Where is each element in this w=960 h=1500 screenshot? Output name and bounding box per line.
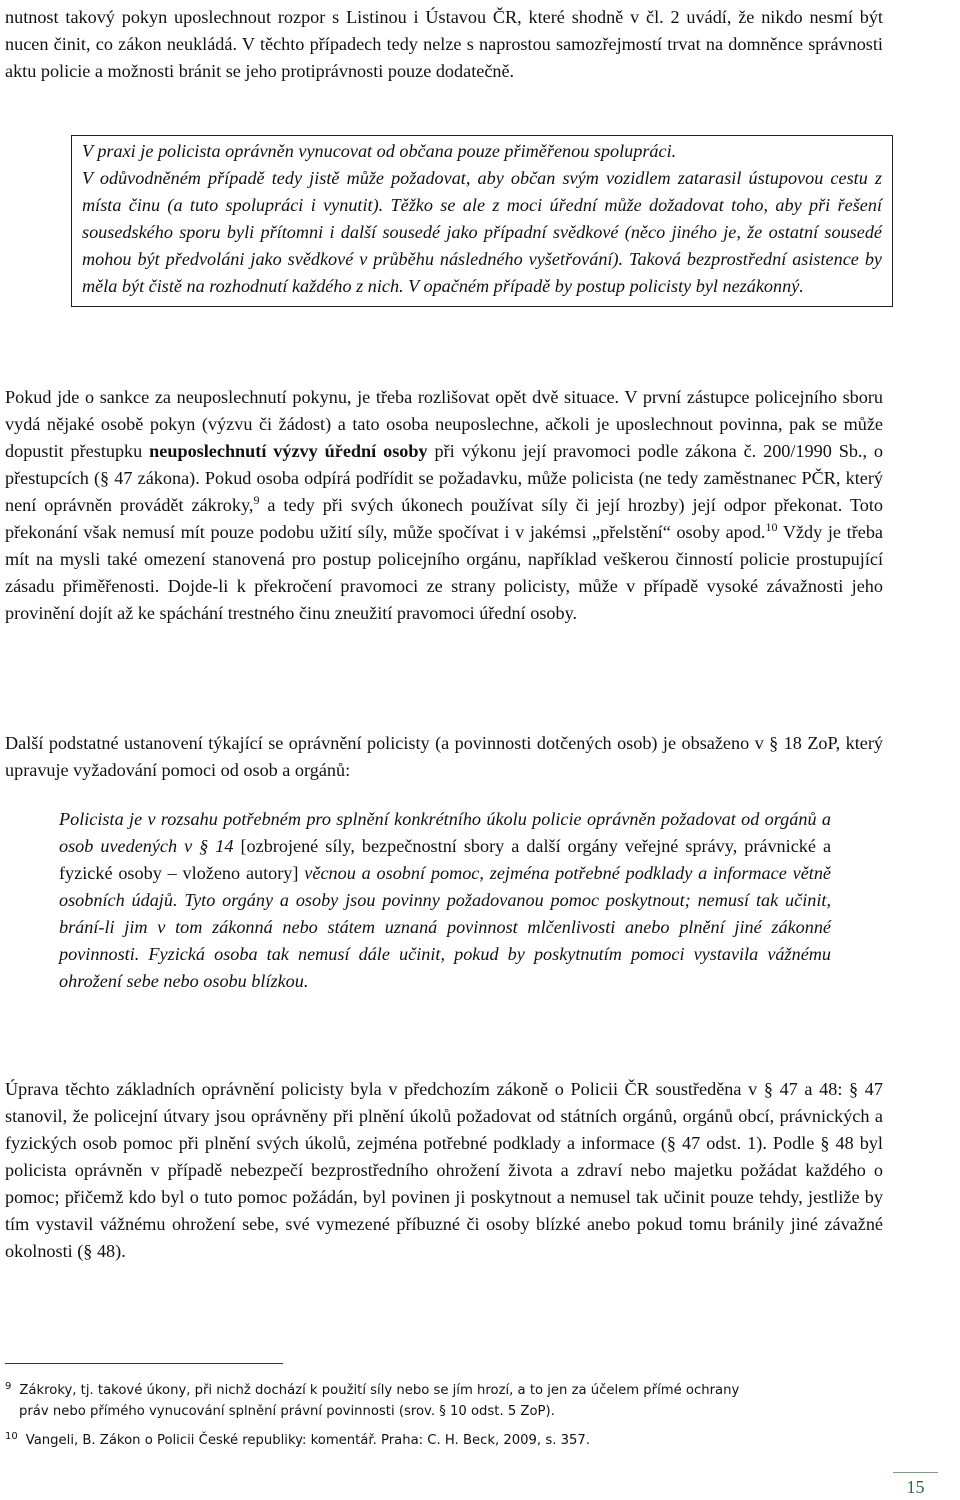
footnote-9-line2: práv nebo přímého vynucování splnění právní povinnosti (srov. § 10 odst. 5 ZoP). bbox=[19, 1404, 555, 1419]
quote-text-a: Policista je v rozsahu potřebném pro splnění konkrétního úkolu policie oprávněn požadovat od orgánů a osob uvedených v § 14 bbox=[59, 809, 831, 856]
footnote-9-number: 9 bbox=[5, 1381, 12, 1392]
paragraph-section-18: Další podstatné ustanovení týkající se oprávnění policisty (a povinnosti dotčených osob) je obsaženo v § 18 ZoP, který upravuje vyžadování pomoci od osob a orgánů: bbox=[5, 733, 883, 780]
footnote-divider bbox=[5, 1363, 283, 1364]
sanctions-text-a: Pokud jde o sankce za neuposlechnutí pokynu, je třeba rozlišovat opět dvě situace. V první zástupce policejního sboru vydá nějaké osobě pokyn (výzvu či žádost) a tato osoba neuposlechne, ačkoli je uposlechnout povinna, pak se může dopustit přestupku bbox=[5, 387, 883, 461]
footnote-9 bbox=[5, 1376, 885, 1422]
footnote-ref-10[interactable]: 10 bbox=[765, 520, 778, 534]
quote-text-c: věcnou a osobní pomoc, zejména potřebné podklady a informace větně osobních údajů. Tyto orgány a osoby jsou povinny požadovanou pomoc poskytnout; nemusí tak učinit, brání-li jim v tom zákonná nebo státem uznaná povinnost mlčenlivosti anebo plnění jiné zákonné povinnosti. Fyzická osoba tak nemusí dále učinit, pokud by poskytnutím pomoci vystavila vážnému ohrožení sebe nebo osobu blízkou. bbox=[59, 863, 831, 991]
quote-inserted-note: [ozbrojené síly, bezpečnostní sbory a další orgány veřejné správy, právnické a fyzické osoby – vloženo autory] bbox=[59, 836, 832, 883]
paragraph-intro: nutnost takový pokyn uposlechnout rozpor s Listinou i Ústavou ČR, které shodně v čl. 2 uvádí, že nikdo nesmí být nucen činit, co zákon neukládá. V těchto případech tedy nelze s naprostou samozřejmostí trvat na domněnce správnosti aktu policie a možnosti bránit se jeho protiprávnosti pouze dodatečně. bbox=[5, 7, 883, 81]
paragraph-previous-law: Úprava těchto základních oprávnění policisty byla v předchozím zákoně o Policii ČR soustředěna v § 47 a 48: § 47 stanovil, že policejní útvary jsou oprávněny při plnění úkolů požadovat od státních orgánů, orgánů obcí, právnických a fyzických osob pomoc při plnění svých úkolů, zejména potřebné podklady a informace (§ 47 odst. 1). Podle § 48 byl policista oprávněn v případě nebezpečí bezprostředního ohrožení života a zdraví nebo majetku požádat každého o pomoc; přičemž kdo byl o tuto pomoc požádán, byl povinen ji poskytnout a nemusel tak učinit pouze tehdy, jestliže by tím vystavil vážnému ohrožení sebe, své vymezené příbuzné či osoby blízké anebo pokud tomu bránily jiné závažné okolnosti (§ 48). bbox=[5, 1079, 883, 1261]
sanctions-text-b: při výkonu její pravomoci podle zákona č. 200/1990 Sb., o přestupcích (§ 47 zákona). Pokud osoba odpírá podřídit se požadavku, může policista (ne tedy zaměstnanec PČR, který není oprávněn provádět zákroky, bbox=[5, 441, 884, 515]
footnote-ref-9[interactable]: 9 bbox=[253, 493, 260, 507]
legal-quote bbox=[59, 806, 831, 995]
sanctions-text-c: a tedy při svých úkonech používat síly či její hrozby) její odpor překonat. Toto překonání však nemusí mít pouze podobu užití síly, může spočívat i v jakémsi „přelstění“ osoby apod. bbox=[5, 495, 884, 542]
footnote-9-line1: Zákroky, tj. takové úkony, při nichž dochází k použití síly nebo se jím hrozí, a to jen za účelem přímé ochrany bbox=[19, 1383, 740, 1398]
paragraph-sanctions bbox=[5, 384, 883, 627]
highlight-box bbox=[71, 135, 893, 307]
box-text: V odůvodněném případě tedy jistě může požadovat, aby občan svým vozidlem zatarasil ústupovou cestu z místa činu (a tuto spolupráci i vynutit). Těžko se ale z moci úřední může dožadovat toho, aby při řešení sousedského sporu byli přítomni i další sousedé jako případní svědkové (něco jiného je, že ostatní sousedé mohou být předvoláni jako svědkové v průběhu následného vyšetřování). Taková bezprostřední asistence by měla být čistě na rozhodnutí každého z nich. V opačném případě by postup policisty byl nezákonný. bbox=[82, 168, 882, 296]
page-number: 15 bbox=[893, 1472, 938, 1498]
sanctions-text-d: Vždy je třeba mít na mysli také omezení stanovená pro postup policejního orgánu, například veškerou činností policie prostupující zásadu přiměřenosti. Dojde-li k překročení pravomoci ze strany policisty, může v případě vysoké závažnosti jeho provinění dojít až ke spáchání trestného činu zneužití pravomoci úřední osoby. bbox=[5, 522, 883, 623]
footnote-10-text: Vangeli, B. Zákon o Policii České republiky: komentář. Praha: C. H. Beck, 2009, s. 357. bbox=[25, 1433, 590, 1448]
sanctions-bold-term: neuposlechnutí výzvy úřední osoby bbox=[149, 441, 428, 461]
footnote-10-number: 10 bbox=[5, 1431, 18, 1442]
footnote-10 bbox=[5, 1426, 885, 1451]
box-first-sentence: V praxi je policista oprávněn vynucovat od občana pouze přiměřenou spolupráci. bbox=[82, 141, 677, 161]
